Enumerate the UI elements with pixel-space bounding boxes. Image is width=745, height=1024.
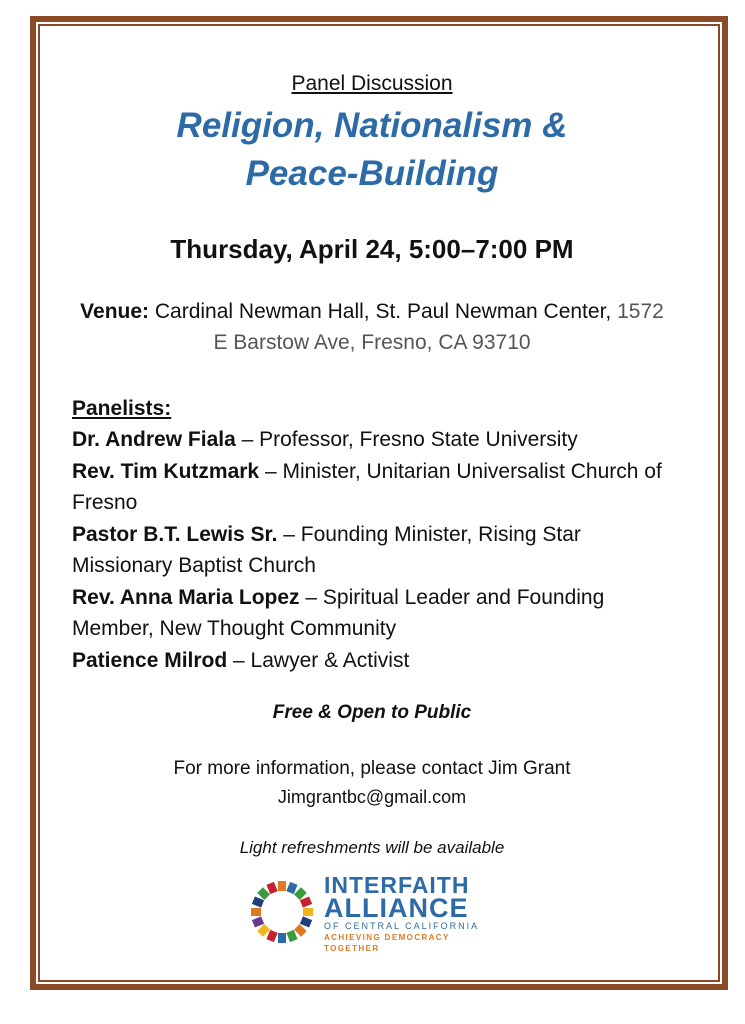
venue [72, 296, 672, 358]
free-open-note: Free & Open to Public [272, 702, 472, 723]
panelist-item [72, 645, 672, 677]
contact-info: For more information, please contact Jim Grant [173, 758, 571, 779]
panelist-name: Patience Milrod [72, 648, 228, 672]
title-line-1: Religion, Nationalism & [176, 106, 568, 145]
panelist-item [72, 582, 672, 645]
kicker-wrap [72, 70, 672, 98]
kicker: Panel Discussion [291, 72, 453, 95]
logo-line-1: INTERFAITH [324, 872, 470, 898]
venue-address[interactable]: 1572 E Barstow Ave, Fresno, CA 93710 [213, 300, 664, 354]
interfaith-alliance-logo [246, 874, 506, 954]
panelist-name: Rev. Tim Kutzmark [72, 459, 260, 483]
panelist-role: – Spiritual Leader and Founding Member, New Thought Community [72, 585, 605, 640]
panelist-list [72, 424, 672, 676]
panelist-role: – Professor, Fresno State University [241, 428, 578, 451]
refreshments-note: Light refreshments will be available [239, 838, 505, 857]
venue-text: Cardinal Newman Hall, St. Paul Newman Center, [154, 300, 612, 323]
panelist-name: Rev. Anna Maria Lopez [72, 585, 300, 609]
logo-text [324, 874, 506, 954]
panelist-role: – Minister, Unitarian Universalist Church of Fresno [72, 459, 662, 514]
flyer-content [72, 70, 672, 860]
panelist-name: Pastor B.T. Lewis Sr. [72, 522, 278, 546]
panelist-item [72, 424, 672, 456]
logo-line-4: ACHIEVING DEMOCRACY TOGETHER [324, 933, 450, 953]
logo-line-2: ALLIANCE [324, 893, 469, 923]
panelist-item [72, 456, 672, 519]
panelist-item [72, 519, 672, 582]
title-line-2: Peace-Building [245, 154, 499, 193]
logo-line-3: OF CENTRAL CALIFORNIA [324, 921, 480, 931]
venue-label: Venue: [80, 300, 150, 323]
panelists-heading: Panelists: [72, 397, 172, 420]
event-date-time: Thursday, April 24, 5:00–7:00 PM [170, 234, 574, 264]
panelist-role: – Founding Minister, Rising Star Missionary Baptist Church [72, 522, 581, 577]
event-title [72, 102, 672, 198]
logo-ring-icon [246, 876, 318, 948]
panelist-role: – Lawyer & Activist [233, 648, 410, 672]
contact-email-link[interactable]: Jimgrantbc@gmail.com [277, 787, 467, 807]
panelist-name: Dr. Andrew Fiala [72, 428, 236, 451]
